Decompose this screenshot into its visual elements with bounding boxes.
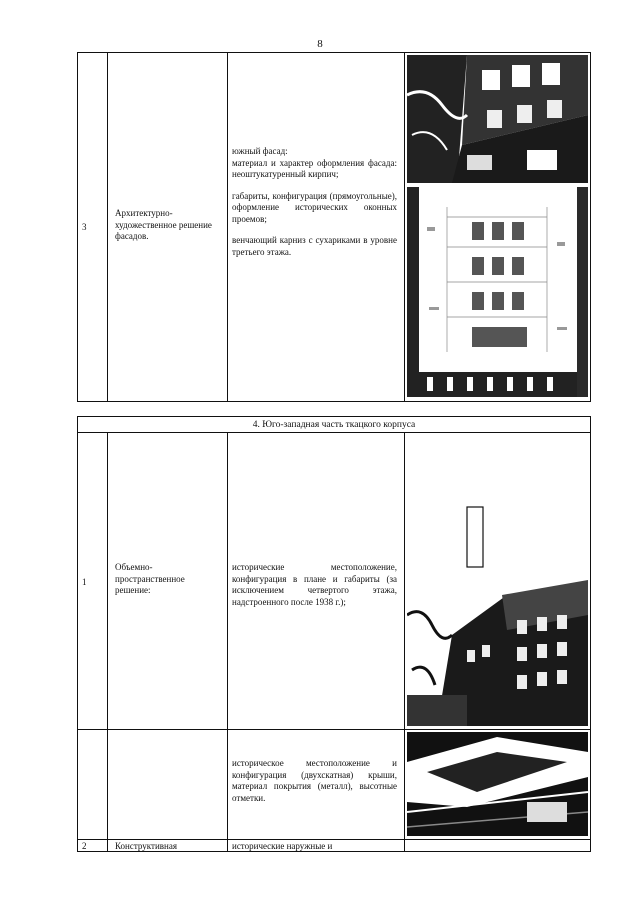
photo-facade-upper — [407, 55, 588, 183]
row-title: Объемно-пространственное решение: — [115, 562, 185, 595]
row-number: 3 — [82, 222, 87, 232]
table-2-col-divider — [404, 432, 405, 852]
table-1-col-divider — [227, 52, 228, 402]
photo-roof — [407, 732, 588, 836]
row-description: исторические местоположение, конфигурация в плане и габариты (за исключением четвертого этажа, надстроенного после 1938 г.); — [232, 562, 397, 607]
row-number: 2 — [82, 841, 87, 851]
row-title: Архитектурно-художественное решение фасадов. — [115, 208, 212, 241]
page-number: 8 — [317, 38, 323, 50]
section-heading: 4. Юго-западная часть ткацкого корпуса — [252, 420, 416, 430]
table-2-row-divider — [77, 839, 591, 840]
table-2-col-divider — [107, 432, 108, 852]
row-description — [232, 146, 397, 258]
row-description: исторические наружные и — [232, 841, 333, 851]
photo-building-corner — [407, 435, 588, 726]
desc-line: материал и характер оформления фасада: неоштукатуренный кирпич; — [232, 157, 397, 179]
desc-line: венчающий карниз с сухариками в уровне третьего этажа. — [232, 235, 397, 257]
row-number: 1 — [82, 577, 87, 587]
row-title: Конструктивная — [115, 841, 177, 851]
table-2-heading-divider — [77, 432, 591, 433]
table-2-row-divider — [77, 729, 591, 730]
drawing-facade-elevation — [407, 187, 588, 397]
table-1-col-divider — [107, 52, 108, 402]
desc-line: южный фасад: — [232, 146, 288, 156]
row-description: историческое местоположение и конфигурация (двухскатная) крыши, материал покрытия (металл), высотные отметки. — [232, 758, 397, 803]
table-2-col-divider — [227, 432, 228, 852]
desc-line: габариты, конфигурация (прямоугольные), оформление исторических оконных проемов; — [232, 190, 397, 224]
table-1-col-divider — [404, 52, 405, 402]
